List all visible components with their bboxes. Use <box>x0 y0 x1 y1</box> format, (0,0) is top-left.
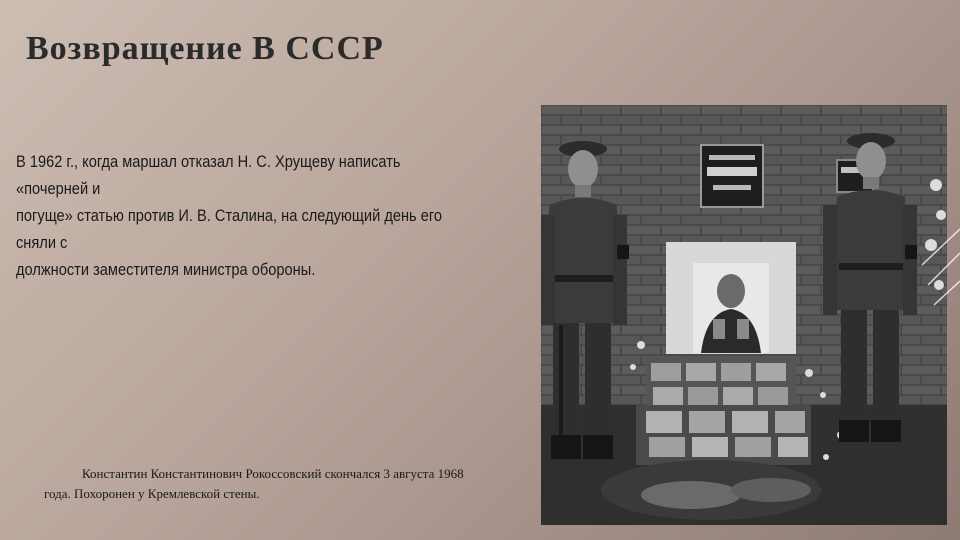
body-line: В 1962 г., когда маршал отказал Н. С. Хрущеву написать «почерней и <box>16 152 401 198</box>
corner-decoration <box>920 225 960 315</box>
photo-caption <box>44 464 514 504</box>
slide-title: Возвращение В СССР <box>26 30 384 67</box>
body-line: должности заместителя министра обороны. <box>16 260 316 279</box>
body-line: погуще» статью против И. В. Сталина, на следующий день его сняли с <box>16 206 443 252</box>
caption-line: Константин Константинович Рокоссовский скончался 3 августа 1968 <box>82 466 464 481</box>
caption-line: года. Похоронен у Кремлевской стены. <box>44 486 260 501</box>
memorial-photo <box>541 105 947 525</box>
body-paragraph <box>16 148 446 283</box>
